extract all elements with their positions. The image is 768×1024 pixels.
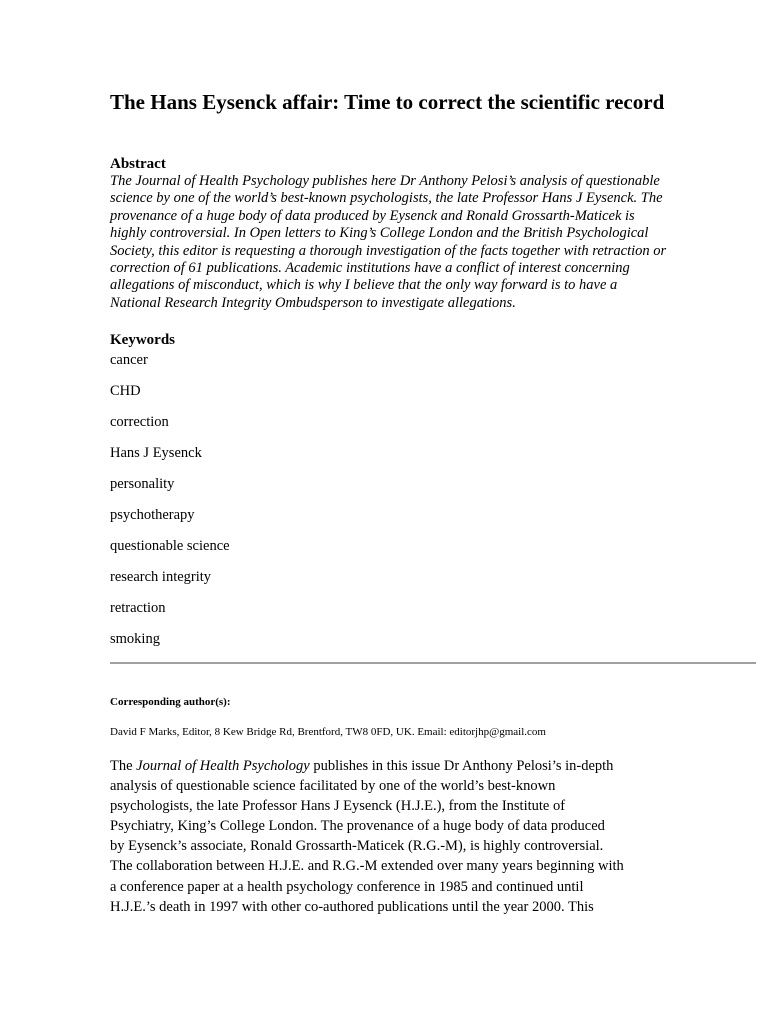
keyword-item bbox=[0, 413, 400, 444]
keyword-item bbox=[0, 599, 400, 630]
keyword-item bbox=[0, 630, 400, 661]
body-line: The collaboration between H.J.E. and R.G.-M extended over many years beginning with bbox=[110, 858, 624, 875]
keyword-text: CHD bbox=[110, 383, 141, 399]
body-paragraph bbox=[110, 756, 670, 917]
body-text-fragment: The bbox=[110, 758, 137, 774]
keyword-item bbox=[0, 444, 400, 475]
body-line: a conference paper at a health psychology conference in 1985 and continued until bbox=[110, 878, 584, 895]
keyword-text: research integrity bbox=[110, 569, 212, 585]
abstract-text: The Journal of Health Psychology publishes here Dr Anthony Pelosi’s analysis of questionable science by one of the world’s best-known psychologists, the late Professor Hans J Eysenck. The provenance of a huge body of data produced by Eysenck and Ronald Grossarth-Maticek is highly controversial. In Open letters to King’s College London and the British Psychological Society, this editor is requesting a thorough investigation of the facts together with retraction or correction of 61 publications. Academic institutions have a conflict of interest concerning allegations of misconduct, which is why I believe that the only way forward is to have a National Research Integrity Ombudsperson to investigate allegations. bbox=[110, 173, 667, 311]
keyword-item bbox=[0, 351, 400, 382]
keyword-item bbox=[0, 382, 400, 413]
corresponding-author-heading: Corresponding author(s): bbox=[110, 696, 231, 708]
keyword-text: correction bbox=[110, 414, 169, 430]
keyword-text: cancer bbox=[110, 352, 148, 368]
keyword-text: Hans J Eysenck bbox=[110, 445, 202, 461]
corresponding-author-details: David F Marks, Editor, 8 Kew Bridge Rd, Brentford, TW8 0FD, UK. Email: editorjhp@gmail.com bbox=[110, 726, 546, 738]
keyword-item bbox=[0, 537, 400, 568]
keyword-text: personality bbox=[110, 476, 175, 492]
body-line: analysis of questionable science facilitated by one of the world’s best-known bbox=[110, 778, 556, 795]
keyword-item bbox=[0, 568, 400, 599]
journal-name: Journal of Health Psychology bbox=[136, 758, 310, 774]
body-text-fragment: publishes in this issue Dr Anthony Pelosi’s in-depth bbox=[309, 758, 614, 774]
keyword-text: smoking bbox=[110, 631, 160, 647]
body-line: by Eysenck’s associate, Ronald Grossarth-Maticek (R.G.-M), is highly controversial. bbox=[110, 838, 604, 855]
body-line: Psychiatry, King’s College London. The provenance of a huge body of data produced bbox=[110, 818, 605, 835]
body-line: psychologists, the late Professor Hans J Eysenck (H.J.E.), from the Institute of bbox=[110, 798, 566, 815]
body-line bbox=[110, 756, 670, 776]
body-line: H.J.E.’s death in 1997 with other co-authored publications until the year 2000. This bbox=[110, 898, 594, 915]
keyword-list bbox=[0, 351, 400, 661]
keyword-text: questionable science bbox=[110, 538, 230, 554]
keyword-text: retraction bbox=[110, 600, 166, 616]
section-divider bbox=[110, 662, 756, 664]
abstract-heading: Abstract bbox=[110, 156, 166, 172]
keywords-heading: Keywords bbox=[110, 332, 175, 348]
article-title: The Hans Eysenck affair: Time to correct the scientific record bbox=[110, 90, 665, 114]
keyword-item bbox=[0, 506, 400, 537]
keyword-item bbox=[0, 475, 400, 506]
keyword-text: psychotherapy bbox=[110, 507, 195, 523]
